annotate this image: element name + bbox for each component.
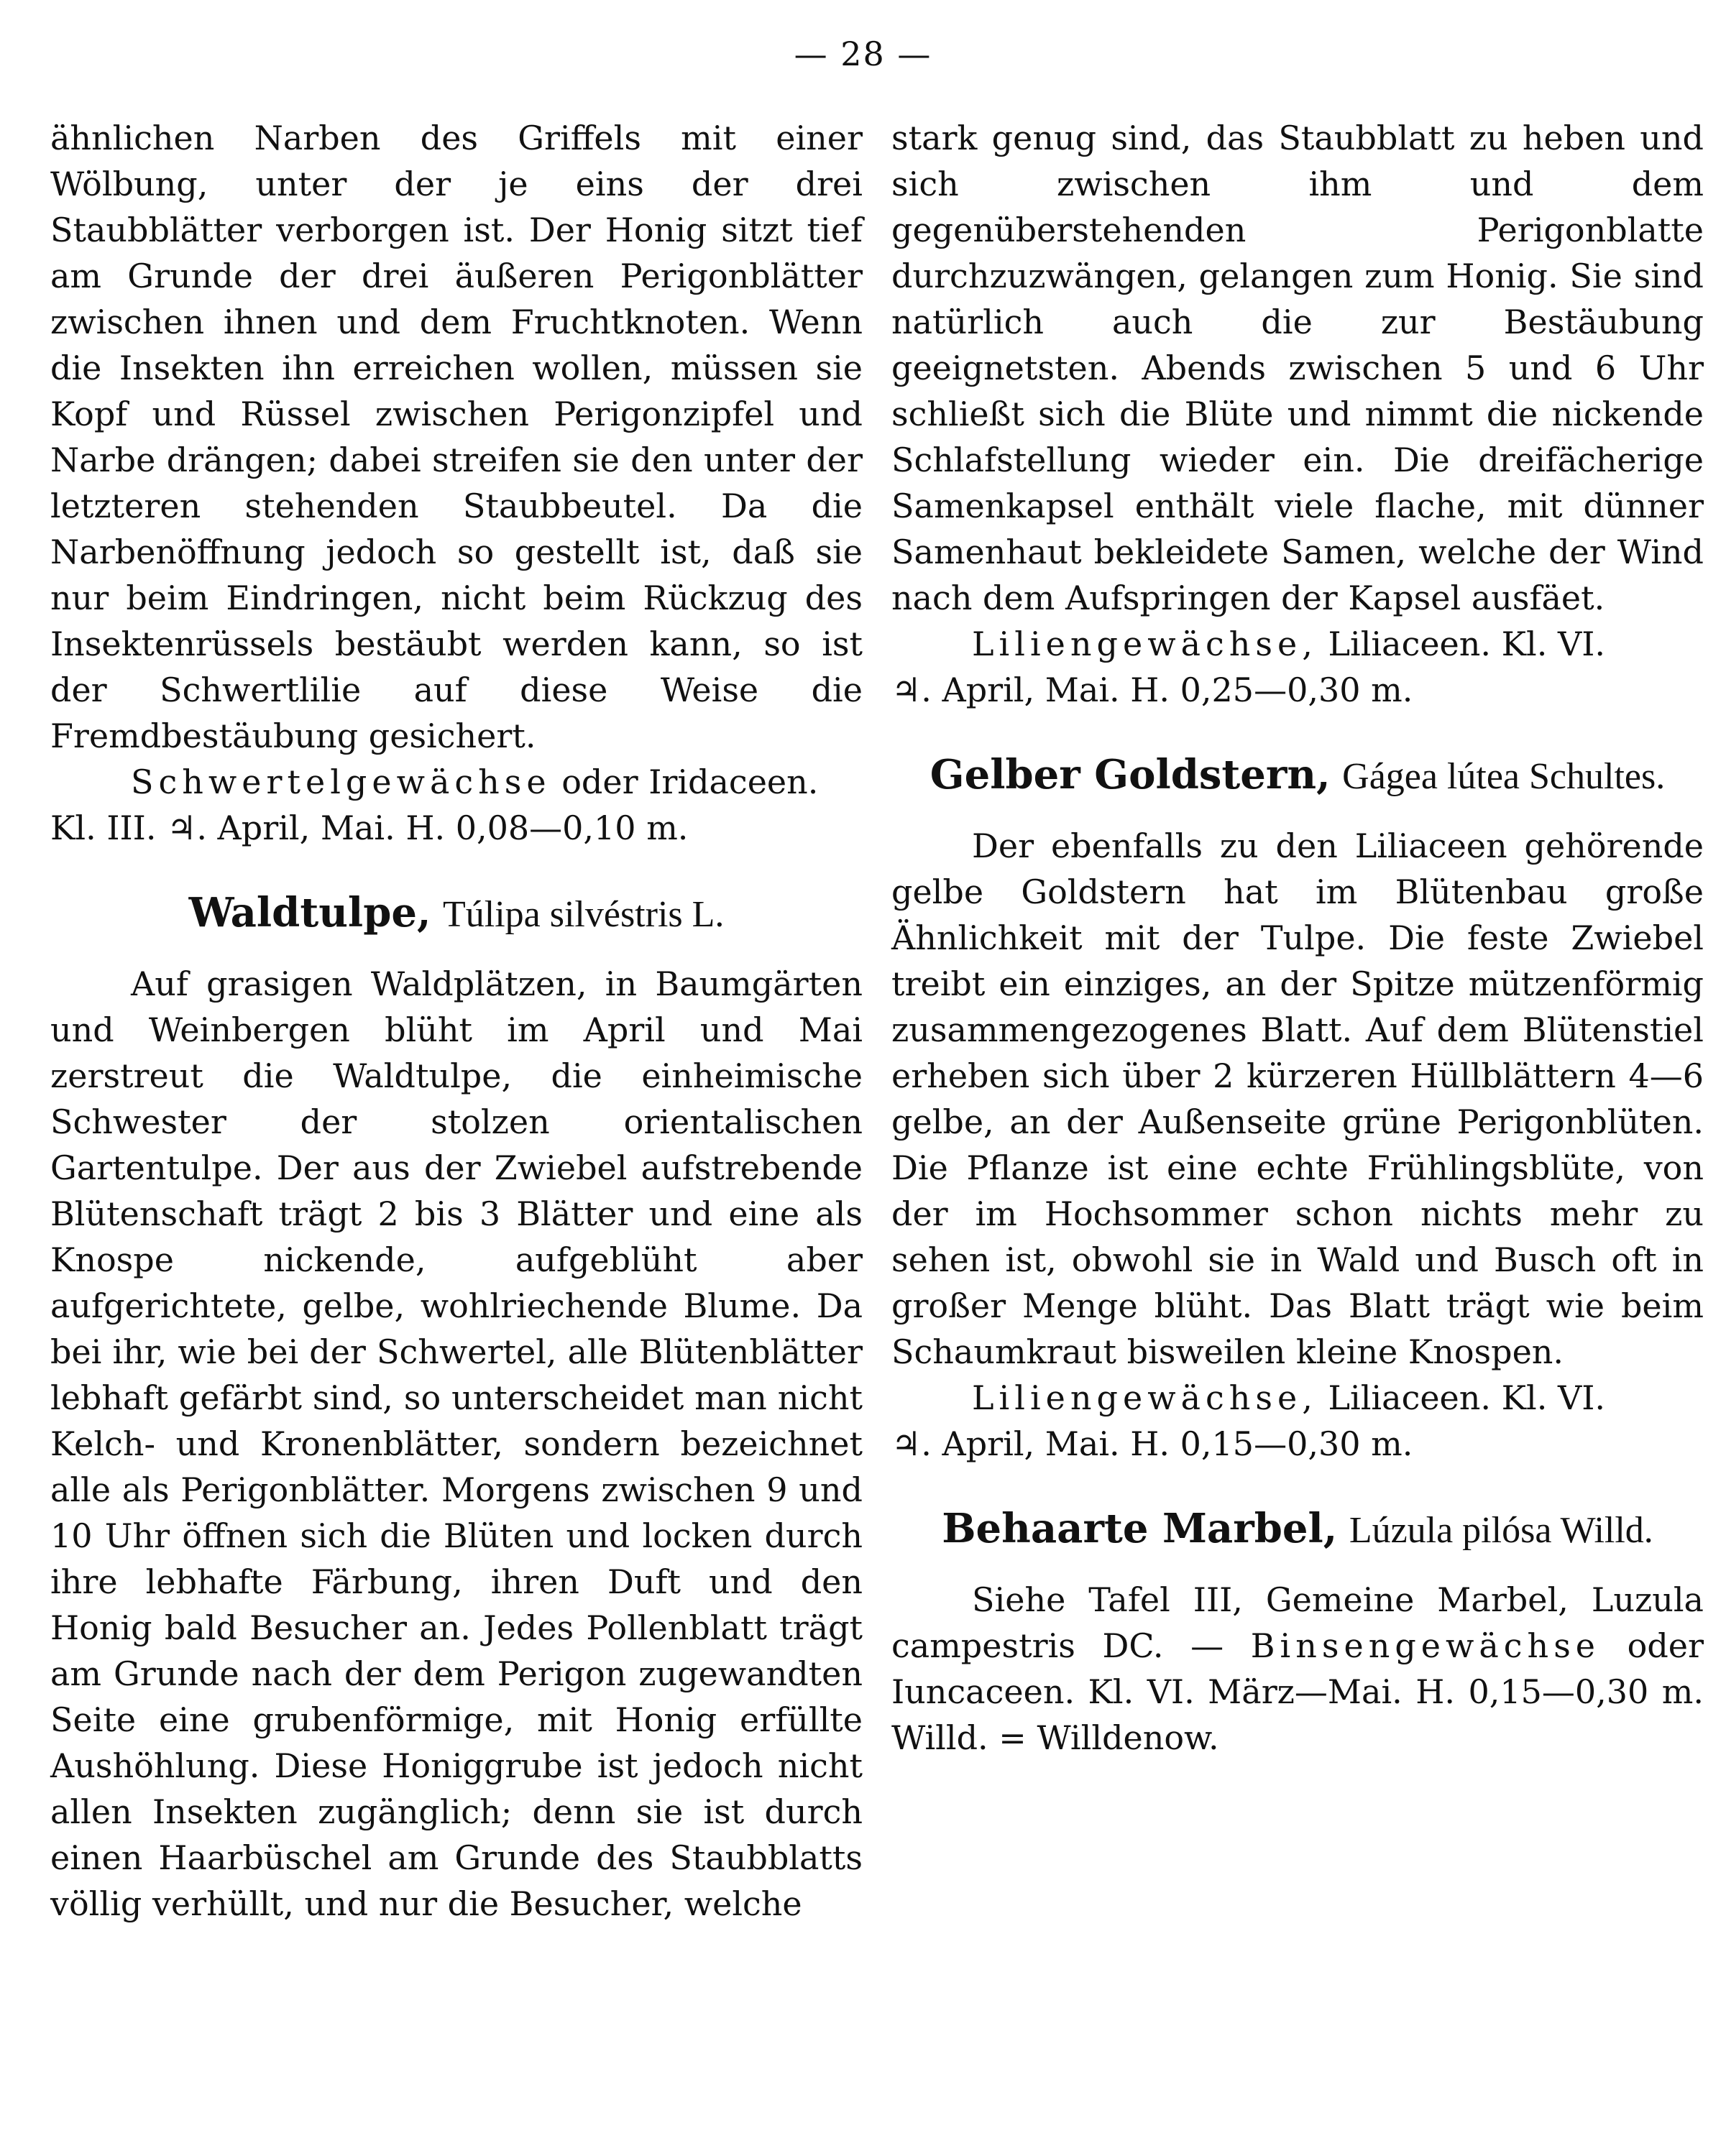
marbel-reference: Siehe Tafel III, Gemeine Marbel, Luzula campestris DC. —	[891, 1580, 1704, 1665]
family-name-spaced: Schwertelgewächse	[131, 763, 551, 801]
section-heading-goldstern	[891, 749, 1704, 803]
heading-latin-name: Túlipa silvéstris L.	[443, 894, 725, 935]
goldstern-flowering-data: ♃. April, Mai. H. 0,15—0,30 m.	[891, 1424, 1413, 1463]
section-heading-marbel	[891, 1503, 1704, 1557]
goldstern-classification	[891, 1375, 1704, 1421]
heading-german-name: Behaarte Marbel,	[942, 1505, 1338, 1552]
section-heading-waldtulpe	[50, 887, 863, 941]
waldtulpe-classification	[891, 621, 1704, 667]
family-name-spaced: Binsengewächse	[1250, 1626, 1601, 1665]
paragraph-goldstern: Der ebenfalls zu den Liliaceen gehörende gelbe Goldstern hat im Blütenbau große Ähnlichkeit mit der Tulpe. Die feste Zwiebel treibt ein einziges, an der Spitze mützenförmig zusammengezogenes Blatt. Auf dem Blütenstiel erheben sich über 2 kürzeren Hüllblättern 4—6 gelbe, an der Außenseite grüne Perigonblüten. Die Pflanze ist eine echte Frühlingsblüte, von der im Hochsommer schon nichts mehr zu sehen ist, obwohl sie in Wald und Busch oft in großer Menge blüht. Das Blatt trägt wie beim Schaumkraut bisweilen kleine Knospen.	[891, 826, 1704, 1371]
paragraph-waldtulpe-continued: stark genug sind, das Staubblatt zu heben und sich zwischen ihm und dem gegenüberstehenden Perigonblatte durchzuzwängen, gelangen zum Honig. Sie sind natürlich auch die zur Bestäubung geeignetsten. Abends zwischen 5 und 6 Uhr schließt sich die Blüte und nimmt die nickende Schlafstellung wieder ein. Die dreifächerige Samenkapsel enthält viele flache, mit dünner Samenhaut bekleidete Samen, welche der Wind nach dem Aufspringen der Kapsel ausfäet.	[891, 119, 1704, 617]
right-column	[891, 115, 1704, 1761]
iris-classification	[50, 759, 863, 851]
waldtulpe-flowering-data: ♃. April, Mai. H. 0,25—0,30 m.	[891, 671, 1413, 709]
family-details: oder Iridaceen. Kl. III. ♃. April, Mai. H. 0,08—0,10 m.	[50, 763, 819, 847]
family-name-spaced: Liliengewächse,	[972, 1378, 1318, 1417]
heading-latin-name: Gágea lútea Schultes.	[1342, 756, 1666, 797]
paragraph-marbel	[891, 1577, 1704, 1761]
page-number: — 28 —	[794, 34, 932, 73]
heading-german-name: Gelber Goldstern,	[929, 751, 1331, 798]
family-name-spaced: Liliengewächse,	[972, 625, 1318, 663]
paragraph-waldtulpe: Auf grasigen Waldplätzen, in Baumgärten und Weinbergen blüht im April und Mai zerstreut die Waldtulpe, die einheimische Schwester der stolzen orientalischen Gartentulpe. Der aus der Zwiebel aufstrebende Blütenschaft trägt 2 bis 3 Blätter und eine als Knospe nickende, aufgeblüht aber aufgerichtete, gelbe, wohlriechende Blume. Da bei ihr, wie bei der Schwertel, alle Blütenblätter lebhaft gefärbt sind, so unterscheidet man nicht Kelch- und Kronenblätter, sondern bezeichnet alle als Perigonblätter. Morgens zwischen 9 und 10 Uhr öffnen sich die Blüten und locken durch ihre lebhafte Färbung, ihren Duft und den Honig bald Besucher an. Jedes Pollenblatt trägt am Grunde nach der dem Perigon zugewandten Seite eine grubenförmige, mit Honig erfüllte Aushöhlung. Diese Honiggrube ist jedoch nicht allen Insekten zugänglich; denn sie ist durch einen Haarbüschel am Grunde des Staubblatts völlig verhüllt, und nur die Besucher, welche	[50, 964, 863, 1923]
paragraph-iris-continued: ähnlichen Narben des Griffels mit einer Wölbung, unter der je eins der drei Staubblätter verborgen ist. Der Honig sitzt tief am Grunde der drei äußeren Perigonblätter zwischen ihnen und dem Fruchtknoten. Wenn die Insekten ihn erreichen wollen, müssen sie Kopf und Rüssel zwischen Perigonzipfel und Narbe drängen; dabei streifen sie den unter der letzteren stehenden Staubbeutel. Da die Narbenöffnung jedoch so gestellt ist, daß sie nur beim Eindringen, nicht beim Rückzug des Insektenrüssels bestäubt werden kann, so ist der Schwertlilie auf diese Weise die Fremdbestäubung gesichert.	[50, 119, 863, 755]
family-details: Liliaceen. Kl. VI.	[1317, 625, 1605, 663]
family-details: Liliaceen. Kl. VI.	[1317, 1378, 1605, 1417]
marbel-details: oder Iuncaceen. Kl. VI. März—Mai. H. 0,15—0,30 m. Willd. = Willdenow.	[891, 1626, 1704, 1757]
heading-german-name: Waldtulpe,	[188, 889, 431, 936]
heading-latin-name: Lúzula pilósa Willd.	[1349, 1510, 1653, 1551]
left-column	[50, 115, 863, 1927]
